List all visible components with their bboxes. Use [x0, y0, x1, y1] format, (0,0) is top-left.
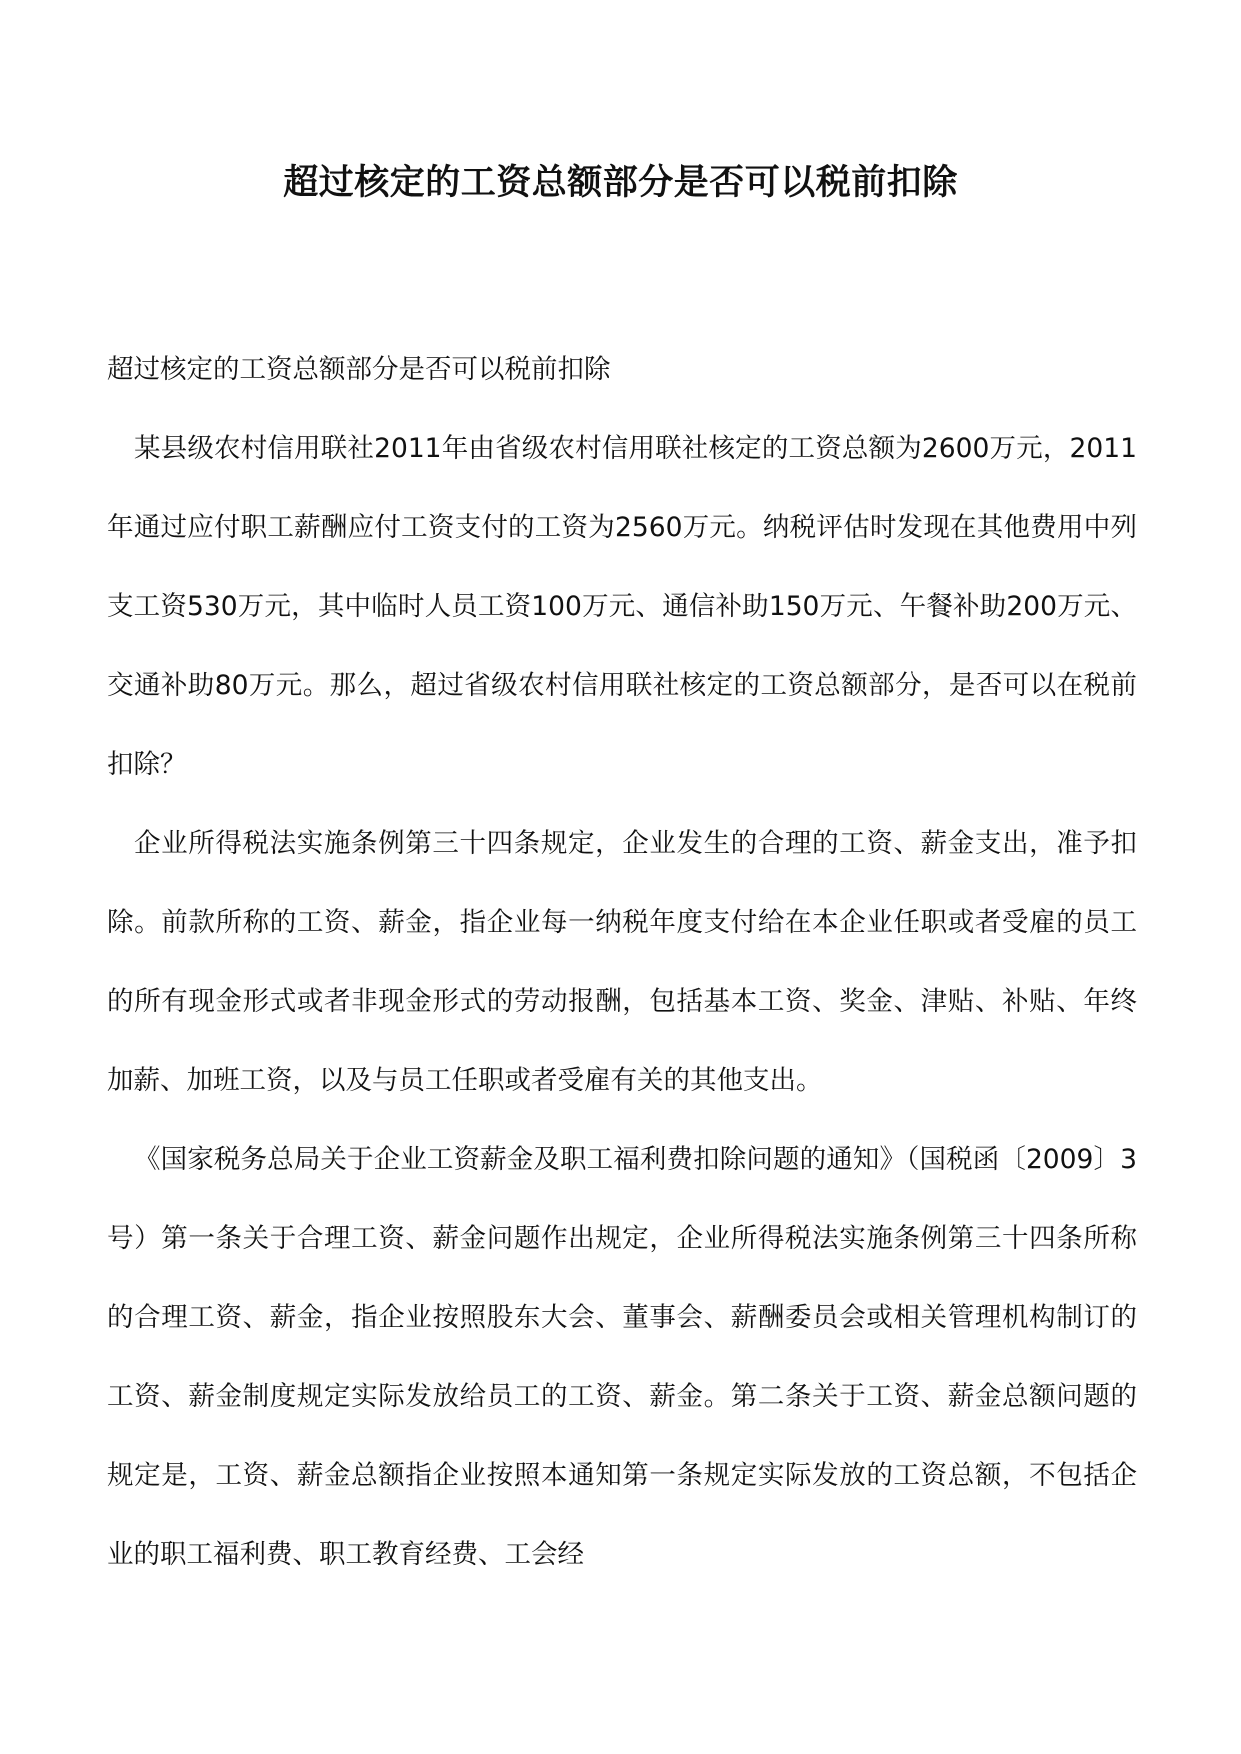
paragraph-case-description: 某县级农村信用联社2011年由省级农村信用联社核定的工资总额为2600万元，2011年通过应付职工薪酬应付工资支付的工资为2560万元。纳税评估时发现在其他费用中列支工资530万元，其中临时人员工资100万元、通信补助150万元、午餐补助200万元、交通补助80万元。那么，超过省级农村信用联社核定的工资总额部分，是否可以在税前扣除？	[107, 433, 1137, 780]
document-title: 超过核定的工资总额部分是否可以税前扣除	[283, 162, 958, 203]
document-body	[107, 345, 1137, 1594]
document-subtitle: 超过核定的工资总额部分是否可以税前扣除	[107, 354, 611, 385]
paragraph-sat-notice: 《国家税务总局关于企业工资薪金及职工福利费扣除问题的通知》（国税函〔2009〕3号）第一条关于合理工资、薪金问题作出规定，企业所得税法实施条例第三十四条所称的合理工资、薪金，指企业按照股东大会、董事会、薪酬委员会或相关管理机构制订的工资、薪金制度规定实际发放给员工的工资、薪金。第二条关于工资、薪金总额问题的规定是，工资、薪金总额指企业按照本通知第一条规定实际发放的工资总额，不包括企业的职工福利费、职工教育经费、工会经	[107, 1144, 1137, 1570]
paragraph-regulation-article-34: 企业所得税法实施条例第三十四条规定，企业发生的合理的工资、薪金支出，准予扣除。前款所称的工资、薪金，指企业每一纳税年度支付给在本企业任职或者受雇的员工的所有现金形式或者非现金形式的劳动报酬，包括基本工资、奖金、津贴、补贴、年终加薪、加班工资，以及与员工任职或者受雇有关的其他支出。	[107, 828, 1137, 1096]
